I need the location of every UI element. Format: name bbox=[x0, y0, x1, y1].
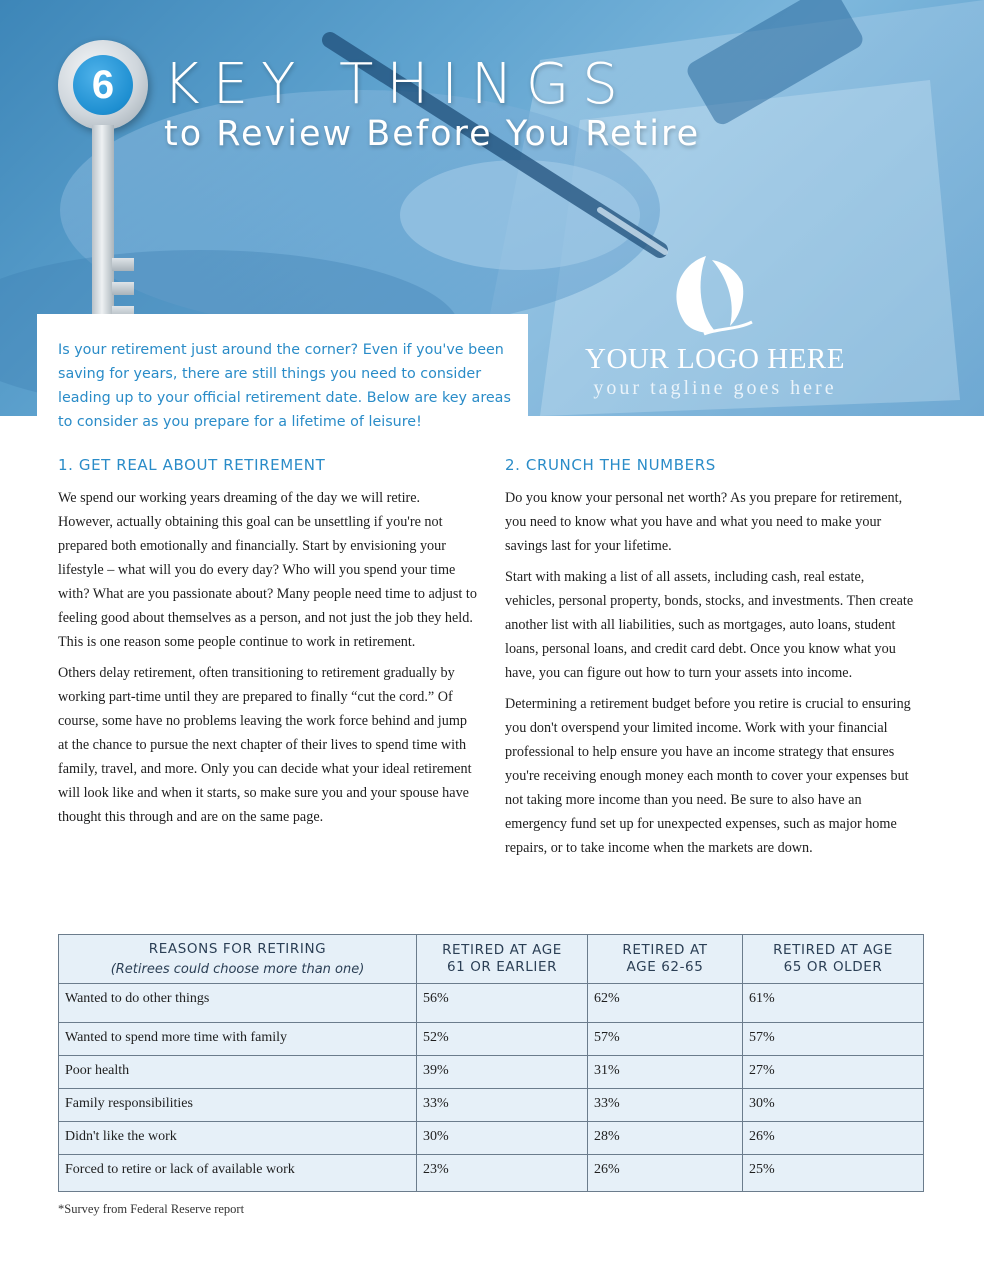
table-cell-value: 62% bbox=[588, 984, 743, 1023]
table-cell-value: 23% bbox=[417, 1155, 588, 1192]
section-2-paragraph-3: Determining a retirement budget before you retire is crucial to ensuring you don't overspend your limited income. Work with your financial professional to help ensure you have an income strategy that ensures you're receiving enough money each month to cover your expenses but not taking more income than you need. Be sure to also have an emergency fund set up for unexpected expenses, such as major home repairs, or to take income when the markets are down. bbox=[505, 696, 911, 856]
logo-text: YOUR LOGO HERE bbox=[585, 343, 845, 375]
table-cell-value: 27% bbox=[743, 1056, 924, 1089]
footnote: *Survey from Federal Reserve report bbox=[58, 1202, 245, 1216]
table-cell-value: 26% bbox=[743, 1122, 924, 1155]
table-cell-value: 30% bbox=[743, 1089, 924, 1122]
table-cell-reason: Wanted to spend more time with family bbox=[59, 1023, 417, 1056]
reasons-table bbox=[58, 934, 924, 1192]
table-cell-reason: Forced to retire or lack of available work bbox=[59, 1155, 417, 1192]
section-2-title: 2. CRUNCH THE NUMBERS bbox=[505, 456, 716, 474]
key-number-badge: 6 bbox=[73, 55, 133, 115]
table-cell-value: 33% bbox=[417, 1089, 588, 1122]
table-cell-value: 30% bbox=[417, 1122, 588, 1155]
table-header-col-2: RETIRED AT AGE 62-65 bbox=[588, 935, 743, 984]
section-1-paragraph-1: We spend our working years dreaming of the day we will retire. However, actually obtaining this goal can be unsettling if you're not prepared both emotionally and financially. Start by envisioning your lifestyle – what will you do every day? Who will you spend your time with? What are you passionate about? Many people need time to adjust to feeling good about themselves as a person, and not just the job they held. This is one reason some people continue to work in retirement. bbox=[58, 490, 477, 650]
sailboat-logo-icon bbox=[666, 252, 758, 336]
table-cell-reason: Didn't like the work bbox=[59, 1122, 417, 1155]
section-1-paragraph-2: Others delay retirement, often transitioning to retirement gradually by working part-time until they are prepared to finally “cut the cord.” Of course, some have no problems leaving the work force behind and jump at the chance to pursue the next chapter of their lives to spend time with family, travel, and more. Only you can decide what your ideal retirement will look like and when it starts, so make sure you and your spouse have thought this through and are on the same page. bbox=[58, 665, 472, 825]
table-cell-reason: Poor health bbox=[59, 1056, 417, 1089]
table-header-row bbox=[59, 935, 924, 984]
table-cell-value: 57% bbox=[743, 1023, 924, 1056]
page-subtitle: to Review Before You Retire bbox=[164, 114, 701, 154]
section-2-paragraph-2: Start with making a list of all assets, including cash, real estate, vehicles, personal property, bonds, stocks, and investments. Then create another list with all liabilities, such as mortgages, auto loans, student loans, personal loans, and credit card debt. Once you know what you have, you can figure out how to turn your assets into income. bbox=[505, 569, 914, 681]
key-tooth bbox=[112, 282, 134, 295]
table-header-col-3: RETIRED AT AGE 65 OR OLDER bbox=[743, 935, 924, 984]
table-cell-value: 33% bbox=[588, 1089, 743, 1122]
page-title: KEY THINGS bbox=[163, 52, 631, 117]
key-shaft bbox=[92, 125, 114, 325]
table-header-reason-label: REASONS FOR RETIRING bbox=[148, 940, 327, 957]
section-1-title: 1. GET REAL ABOUT RETIREMENT bbox=[58, 456, 326, 474]
table-cell-value: 25% bbox=[743, 1155, 924, 1192]
table-row bbox=[59, 1089, 924, 1122]
table-cell-reason: Family responsibilities bbox=[59, 1089, 417, 1122]
table-row bbox=[59, 1122, 924, 1155]
table-row bbox=[59, 1056, 924, 1089]
table-cell-value: 39% bbox=[417, 1056, 588, 1089]
table-row bbox=[59, 1155, 924, 1192]
key-tooth bbox=[112, 258, 134, 271]
intro-paragraph: Is your retirement just around the corner? Even if you've been saving for years, there are still things you need to consider leading up to your official retirement date. Below are key areas to consider as you prepare for a lifetime of leisure! bbox=[58, 342, 511, 430]
table-header-reason bbox=[59, 935, 417, 984]
table-cell-value: 56% bbox=[417, 984, 588, 1023]
table-header-note: (Retirees could choose more than one) bbox=[110, 961, 365, 977]
table-cell-value: 57% bbox=[588, 1023, 743, 1056]
section-1-body bbox=[58, 486, 478, 836]
table-cell-value: 26% bbox=[588, 1155, 743, 1192]
table-cell-value: 61% bbox=[743, 984, 924, 1023]
table-cell-value: 28% bbox=[588, 1122, 743, 1155]
logo-tagline: your tagline goes here bbox=[593, 377, 837, 399]
table-cell-reason: Wanted to do other things bbox=[59, 984, 417, 1023]
table-cell-value: 52% bbox=[417, 1023, 588, 1056]
table-row bbox=[59, 1023, 924, 1056]
section-2-body bbox=[505, 486, 915, 867]
table-header-col-1: RETIRED AT AGE 61 OR EARLIER bbox=[417, 935, 588, 984]
table-row bbox=[59, 984, 924, 1023]
table-cell-value: 31% bbox=[588, 1056, 743, 1089]
section-2-paragraph-1: Do you know your personal net worth? As you prepare for retirement, you need to know what you have and what you need to make your savings last for your lifetime. bbox=[505, 490, 903, 554]
